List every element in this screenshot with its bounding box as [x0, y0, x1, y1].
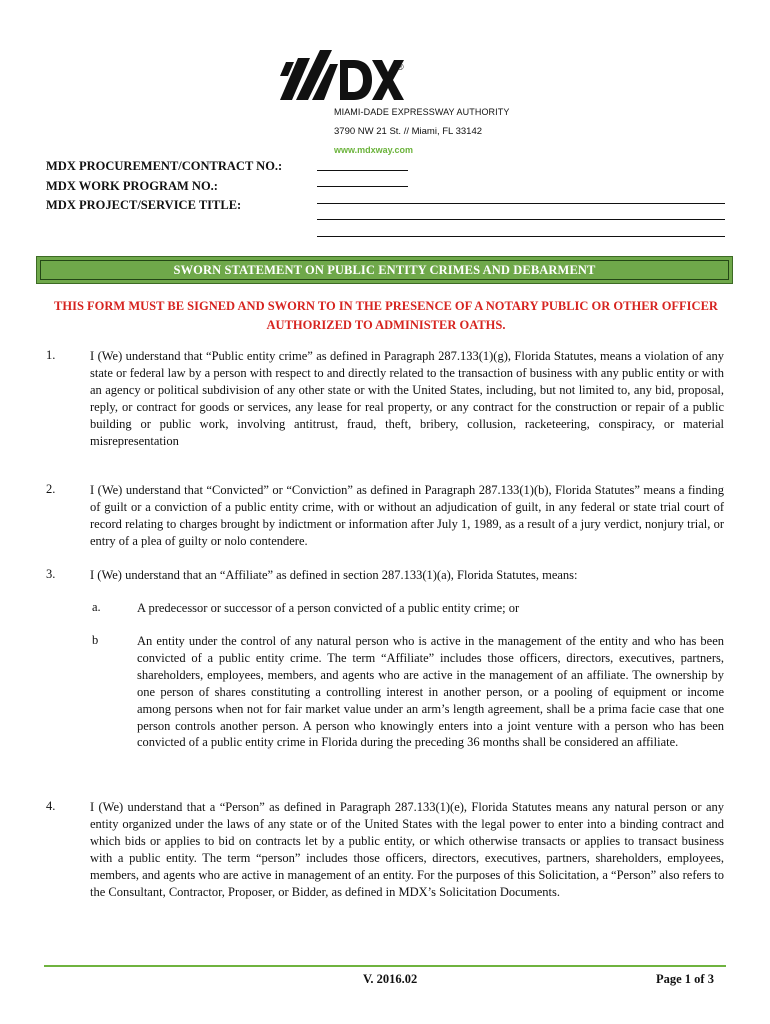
item-number: 4.: [46, 799, 56, 813]
project-title-input-line-3[interactable]: [317, 236, 725, 237]
mdx-logo-mark: [276, 46, 406, 104]
registered-mark: ®: [397, 62, 404, 72]
contract-fields: [46, 157, 282, 216]
item-text: I (We) understand that a “Person” as defined in Paragraph 287.133(1)(e), Florida Statutes means any natural person or any entity organized under the laws of any state or of the United States with the legal power to enter into a binding contract and which bids or applies to bid on contracts let by a public entity, or which otherwise transacts or applies to transact business with a public entity. The term “person” includes those officers, directors, executives, partners, shareholders, employees, members, and agents who are active in management of an entity. For the purposes of this Solicitation, a “Person” also refers to the Consultant, Contractor, Proposer, or Bidder, as defined in MDX’s Solicitation Documents.: [90, 800, 724, 899]
item-text: I (We) understand that “Public entity crime” as defined in Paragraph 287.133(1)(g), Florida Statutes, means a violation of any state or federal law by a person with respect to and directly related to the transaction of business with any public entity or with an agency or political subdivision of any other state or with the United States, including, but not limited to, any bid, proposal, reply, or contract for goods or services, any lease for real property, or any contract for the construction or repair of a public building or public work, involving antitrust, fraud, theft, bribery, collusion, racketeering, conspiracy, or material misrepresentation: [90, 349, 724, 448]
project-title-input-line-2[interactable]: [317, 219, 725, 220]
work-program-input-line[interactable]: [317, 186, 408, 187]
subitem-text: A predecessor or successor of a person convicted of a public entity crime; or: [137, 601, 520, 615]
item-number: 3.: [46, 567, 56, 581]
form-version: V. 2016.02: [363, 972, 418, 986]
org-name: MIAMI-DADE EXPRESSWAY AUTHORITY: [334, 107, 510, 117]
project-title-input-line-1[interactable]: [317, 203, 725, 204]
page-number: Page 1 of 3: [656, 972, 714, 986]
subitem-letter: a.: [92, 600, 101, 614]
section-banner: [36, 256, 733, 284]
item-number: 2.: [46, 482, 56, 496]
subitem-text: An entity under the control of any natural person who is active in the management of the entity and who has been convicted of a public entity crime. The term “Affiliate” includes those officers, directors, executives, partners, shareholders, employees, members, and agents who are active in the management of an affiliate. The ownership by one person of shares constituting a controlling interest in another person, or a pooling of equipment or income among persons when not for fair market value under an arm’s length agreement, shall be a prima facie case that one person controls another person. A person who knowingly enters into a joint venture with a person who has been convicted of a public entity crime in Florida during the preceding 36 months shall be considered an affiliate.: [137, 634, 724, 750]
notary-warning: THIS FORM MUST BE SIGNED AND SWORN TO IN THE PRESENCE OF A NOTARY PUBLIC OR OTHER OFFICER AUTHORIZED TO ADMINISTER OATHS.: [54, 299, 718, 332]
mdx-logo: [276, 46, 510, 158]
item-text: I (We) understand that “Convicted” or “Conviction” as defined in Paragraph 287.133(1)(b), Florida Statutes” means a finding of guilt or a conviction of a public entity crime, with or without an adjudication of guilt, in any federal or state trial court of record relating to charges brought by indictment or information after July 1, 1989, as a result of a jury verdict, nonjury trial, or entry of a plea of guilty or nolo contendere.: [90, 483, 724, 548]
procurement-label: MDX PROCUREMENT/CONTRACT NO.:: [46, 159, 283, 173]
project-title-label: MDX PROJECT/SERVICE TITLE:: [46, 198, 242, 212]
item-number: 1.: [46, 348, 56, 362]
footer-divider: [44, 965, 726, 967]
item-text: I (We) understand that an “Affiliate” as defined in section 287.133(1)(a), Florida Statutes, means:: [90, 568, 578, 582]
org-address: 3790 NW 21 St. // Miami, FL 33142: [334, 126, 483, 137]
org-website[interactable]: www.mdxway.com: [334, 145, 414, 155]
subitem-letter: b: [92, 633, 99, 647]
banner-title: SWORN STATEMENT ON PUBLIC ENTITY CRIMES AND DEBARMENT: [173, 262, 596, 277]
work-program-label: MDX WORK PROGRAM NO.:: [46, 178, 218, 193]
procurement-input-line[interactable]: [317, 170, 408, 171]
